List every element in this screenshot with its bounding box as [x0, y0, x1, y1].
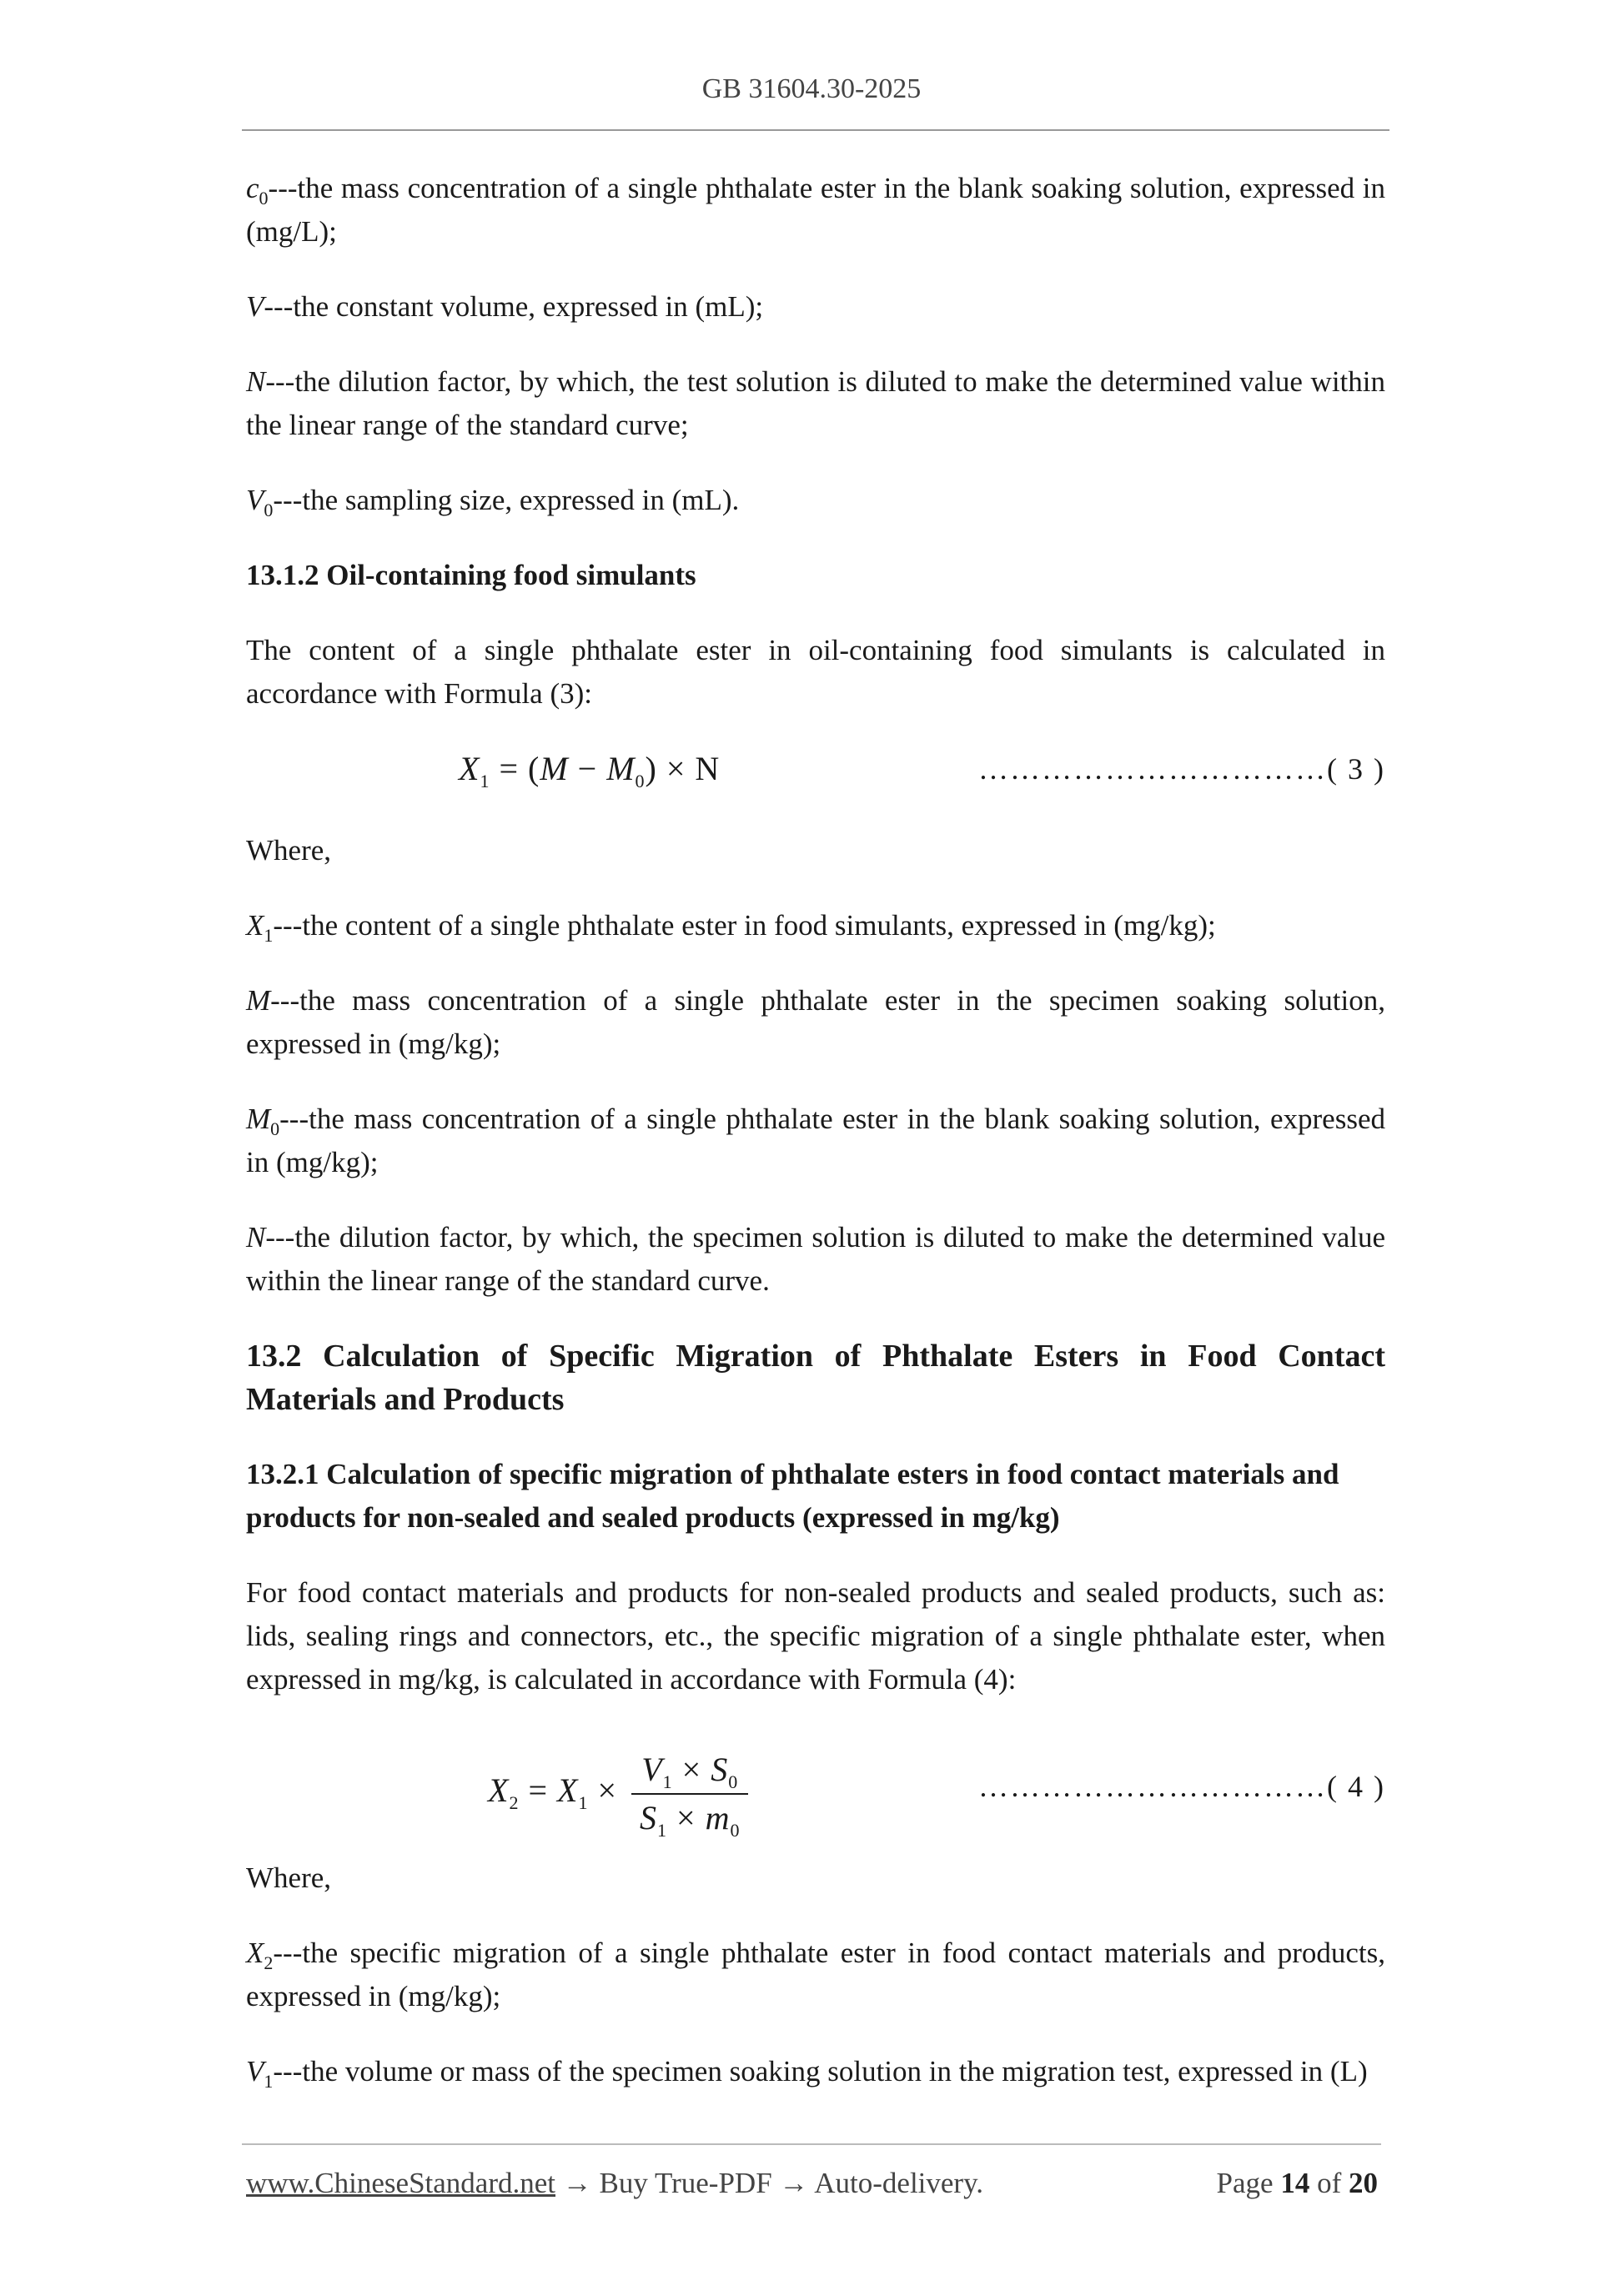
- footer-divider: [242, 2143, 1381, 2145]
- definition-text: ---the volume or mass of the specimen soaking solution in the migration test, expressed in (L): [273, 2055, 1368, 2088]
- definition-n: [246, 360, 1385, 447]
- symbol: V: [246, 290, 264, 323]
- formula-4-number: ……………………………( 4 ): [978, 1770, 1385, 1803]
- formula-4-expression: $X_2 = X_1$ × $\frac{V_1 \times S_0}{S_1 \times m_0}$: [488, 1748, 748, 1840]
- section-heading-13-1-2: 13.1.2 Oil-containing food simulants: [246, 559, 696, 591]
- where-label: Where,: [246, 834, 332, 867]
- footer-links: [246, 2167, 983, 2200]
- definition-text: ---the mass concentration of a single phthalate ester in the specimen soaking solution, expressed in (mg/kg);: [246, 984, 1385, 1060]
- section-13-1-2-intro: The content of a single phthalate ester in oil-containing food simulants is calculated in accordance with Formula (3):: [246, 634, 1385, 710]
- symbol-subscript: 2: [264, 1952, 274, 1973]
- page-total: 20: [1349, 2167, 1378, 2199]
- definition-n-dilution: [246, 1216, 1385, 1303]
- document-body: [246, 167, 1385, 2125]
- definition-text: ---the specific migration of a single phthalate ester in food contact materials and products, expressed in (mg/kg);: [246, 1937, 1385, 2012]
- symbol-subscript: 0: [270, 1118, 280, 1139]
- fraction-numerator: $V_1 \times S_0$: [631, 1748, 748, 1795]
- symbol: V: [246, 2055, 264, 2088]
- delivery-text: Auto-delivery.: [814, 2167, 984, 2199]
- definition-m0: [246, 1098, 1385, 1184]
- section-heading-13-2: 13.2 Calculation of Specific Migration of Phthalate Esters in Food Contact Materials and Products: [246, 1339, 1385, 1417]
- formula-3: [246, 747, 1385, 797]
- definition-text: ---the sampling size, expressed in (mL).: [273, 484, 740, 516]
- formula-3-expression: $X_1 = (M - M_0) \times N$: [459, 750, 721, 791]
- fraction-denominator: $S_1 \times m_0$: [640, 1799, 741, 1841]
- definition-v1: [246, 2050, 1385, 2093]
- section-13-2-1-intro: For food contact materials and products for non-sealed products and sealed products, such as: lids, sealing rings and connectors, etc., the specific migration of a single phthalate ester, when expressed in mg/kg, is calculated in accordance with Formula (4):: [246, 1576, 1385, 1696]
- symbol: M: [246, 984, 271, 1017]
- definition-x1: [246, 904, 1385, 947]
- formula-4: [246, 1733, 1385, 1841]
- where-label: Where,: [246, 1861, 332, 1894]
- definition-text: ---the dilution factor, by which, the specimen solution is diluted to make the determined value within the linear range of the standard curve.: [246, 1221, 1385, 1297]
- formula-3-number: ……………………………( 3 ): [978, 752, 1385, 786]
- symbol: M: [246, 1103, 271, 1135]
- site-link[interactable]: www.ChineseStandard.net: [246, 2167, 555, 2199]
- symbol-subscript: 0: [259, 188, 269, 208]
- definition-x2: [246, 1932, 1385, 2018]
- symbol: N: [246, 1221, 266, 1254]
- arrow-icon: →: [555, 2167, 600, 2199]
- symbol-subscript: 0: [264, 500, 274, 520]
- buy-text: Buy True-PDF: [599, 2167, 772, 2199]
- definition-v: [246, 285, 1385, 329]
- definition-text: ---the constant volume, expressed in (mL);: [264, 290, 764, 323]
- definition-m: [246, 979, 1385, 1066]
- definition-text: ---the content of a single phthalate ester in food simulants, expressed in (mg/kg);: [273, 909, 1216, 942]
- symbol: N: [246, 365, 266, 398]
- formula-4-fraction: [631, 1748, 748, 1840]
- symbol: X: [246, 1937, 264, 1969]
- page-number: 14: [1280, 2167, 1310, 2199]
- header-title: GB 31604.30-2025: [701, 73, 922, 104]
- symbol: X: [246, 909, 264, 942]
- definition-text: ---the dilution factor, by which, the test solution is diluted to make the determined value within the linear range of the standard curve;: [246, 365, 1385, 441]
- section-heading-13-2-1: 13.2.1 Calculation of specific migration of phthalate esters in food contact materials and products for non-sealed and sealed products (expressed in mg/kg): [246, 1458, 1339, 1534]
- symbol-subscript: 1: [264, 2071, 274, 2092]
- symbol: c: [246, 172, 259, 204]
- symbol: V: [246, 484, 264, 516]
- definition-text: ---the mass concentration of a single phthalate ester in the blank soaking solution, expressed in (mg/kg);: [246, 1103, 1385, 1178]
- symbol-subscript: 1: [264, 925, 274, 946]
- definition-text: ---the mass concentration of a single phthalate ester in the blank soaking solution, expressed in (mg/L);: [246, 172, 1385, 248]
- definition-c0: [246, 167, 1385, 254]
- arrow-icon: →: [771, 2167, 815, 2199]
- definition-v0: [246, 479, 1385, 522]
- page-indicator: Page 14 of 20: [1216, 2167, 1378, 2199]
- header-divider: [242, 129, 1389, 131]
